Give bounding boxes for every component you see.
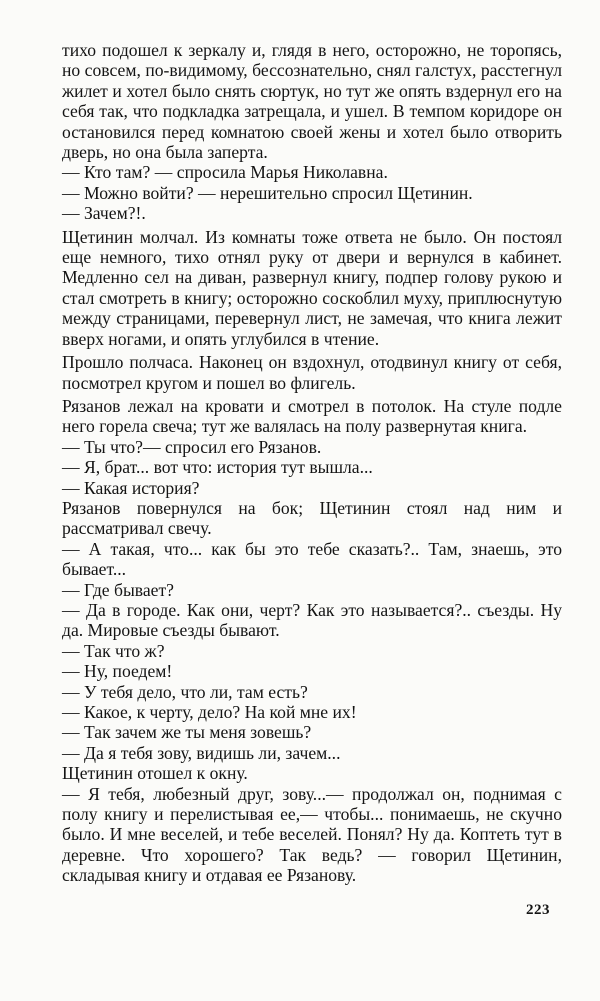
dialogue-line: — Да в городе. Как они, черт? Как это называется?.. съезды. Ну да. Мировые съезды бывают. [62, 599, 562, 641]
dialogue-line: — Кто там? — спросила Марья Николавна. [62, 162, 388, 183]
dialogue-line: — Я, брат... вот что: история тут вышла... [62, 457, 373, 478]
dialogue-line: — Какая история? [62, 477, 200, 498]
paragraph: Рязанов повернулся на бок; Щетинин стоял над ним и рассматривал свечу. [62, 497, 562, 539]
dialogue-line: — Где бывает? [62, 579, 174, 600]
dialogue-line: — Можно войти? — нерешительно спросил Щетинин. [62, 182, 473, 203]
paragraph: Прошло полчаса. Наконец он вздохнул, отодвинул книгу от себя, посмотрел кругом и пошел во флигель. [62, 352, 562, 393]
dialogue-line: — Ты что?— спросил его Рязанов. [62, 436, 322, 457]
dialogue-line: — У тебя дело, что ли, там есть? [62, 681, 308, 702]
dialogue-line: — Я тебя, любезный друг, зову...— продолжал он, поднимая с полу книгу и перелистывая ее,— чтобы... понимаешь, не скучно было. И мне веселей, и тебе веселей. Понял? Ну да. Коптеть тут в деревне. Что хорошего? Так ведь? — говорил Щетинин, складывая книгу и отдавая ее Рязанову. [62, 783, 562, 886]
dialogue-line: — А такая, что... как бы это тебе сказать?.. Там, знаешь, это бывает... [62, 538, 562, 580]
dialogue-line: — Ну, поедем! [62, 661, 173, 682]
paragraph: Щетинин молчал. Из комнаты тоже ответа не было. Он постоял еще немного, тихо отнял руку от двери и вернулся в кабинет. Медленно сел на диван, развернул книгу, подпер голову рукою и стал смотреть в книгу; осторожно соскоблил муху, приплюснутую между страницами, перевернул лист, не замечая, что книга лежит вверх ногами, и опять углубился в чтение. [62, 226, 562, 349]
dialogue-line: — Так зачем же ты меня зовешь? [62, 722, 312, 743]
body-text [62, 40, 562, 886]
dialogue-line: — Зачем?!. [62, 203, 146, 224]
dialogue-line: — Какое, к черту, дело? На кой мне их! [62, 702, 357, 722]
paragraph: Щетинин отошел к окну. [62, 763, 248, 784]
dialogue-line: — Да я тебя зову, видишь ли, зачем... [62, 742, 341, 763]
paragraph: тихо подошел к зеркалу и, глядя в него, осторожно, не торопясь, но совсем, по-видимому, бессознательно, снял галстух, расстегнул жилет и хотел было снять сюртук, но тут же опять вздернул его на себя так, что подкладка затрещала, и ушел. В темпом коридоре он остановился перед комнатою своей жены и хотел было отворить дверь, но она была заперта. [62, 40, 562, 163]
dialogue-line: — Так что ж? [62, 640, 165, 661]
page-number: 223 [526, 902, 550, 918]
paragraph: Рязанов лежал на кровати и смотрел в потолок. На стуле подле него горела свеча; тут же валялась на полу развернутая книга. [62, 395, 562, 437]
